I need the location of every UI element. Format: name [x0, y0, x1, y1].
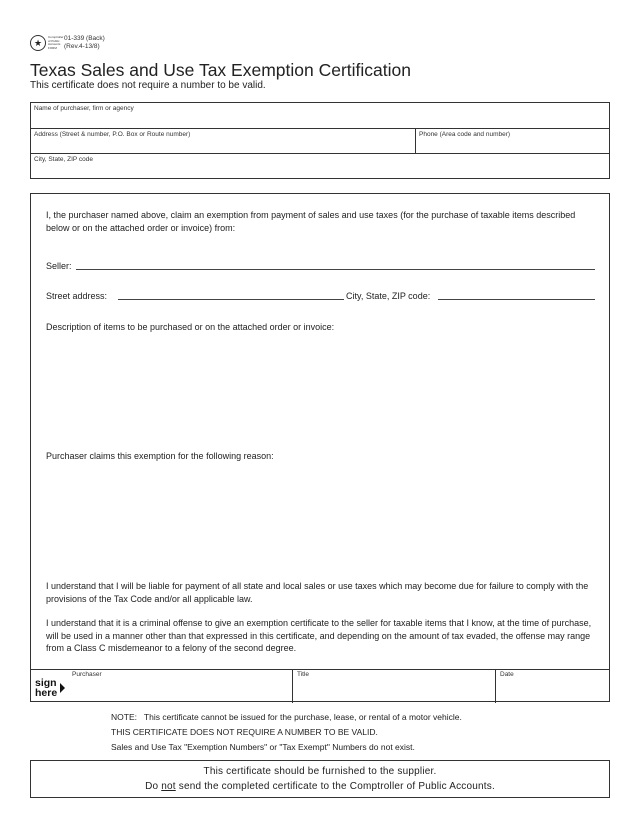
purchaser-name-field[interactable] — [31, 103, 609, 129]
note-no-number: THIS CERTIFICATE DOES NOT REQUIRE A NUMBER TO BE VALID. — [111, 727, 378, 737]
phone-label: Phone (Area code and number) — [419, 131, 511, 138]
seller-label: Seller: — [46, 261, 72, 271]
seal-caption — [48, 36, 62, 50]
seal-line: of Public — [48, 38, 60, 43]
instruction-emphasis: not — [161, 781, 176, 792]
seller-input-line[interactable] — [76, 269, 595, 270]
title-label: Title — [297, 671, 310, 678]
street-address-label: Street address: — [46, 291, 108, 301]
notes-block — [111, 710, 462, 755]
address-field[interactable] — [31, 129, 415, 153]
title-field[interactable] — [293, 670, 495, 702]
instruction-post: send the completed certificate to the Comptroller of Public Accounts. — [175, 781, 495, 792]
form-identifier — [64, 35, 105, 51]
phone-field[interactable] — [415, 129, 610, 153]
date-label: Date — [500, 671, 514, 678]
instruction-pre: Do — [145, 781, 162, 792]
note-motor-vehicle: NOTE: This certificate cannot be issued for the purchase, lease, or rental of a motor vehicle. — [111, 712, 462, 722]
purchaser-name-label: Name of purchaser, firm or agency — [34, 105, 134, 112]
supplier-instruction-line: This certificate should be furnished to the supplier. — [203, 766, 437, 777]
page-subtitle: This certificate does not require a number to be valid. — [30, 80, 266, 91]
liability-statement: I understand that I will be liable for payment of all state and local sales or use taxes which may become due for failure to comply with the provisions of the Tax Code and/or all applicable law. — [46, 581, 589, 604]
seal-line: Accounts — [48, 42, 61, 46]
purchaser-signature-label: Purchaser — [72, 671, 102, 678]
page-title: Texas Sales and Use Tax Exemption Certification — [30, 60, 411, 80]
comptroller-seal-icon: ★ — [30, 35, 46, 51]
form-number: 01-339 (Back) — [64, 35, 105, 42]
seal-line: Comptroller — [48, 35, 64, 39]
description-label: Description of items to be purchased or on the attached order or invoice: — [46, 322, 335, 332]
city-state-zip-field[interactable] — [31, 154, 609, 178]
reason-label: Purchaser claims this exemption for the following reason: — [46, 451, 274, 461]
address-row — [31, 129, 609, 154]
purchaser-signature-field[interactable] — [67, 670, 292, 702]
seal-line: FORM — [48, 45, 57, 50]
note-exemption-numbers: Sales and Use Tax "Exemption Numbers" or "Tax Exempt" Numbers do not exist. — [111, 742, 415, 752]
here-text: here — [35, 686, 58, 699]
certification-box — [30, 193, 610, 702]
claim-statement: I, the purchaser named above, claim an exemption from payment of sales and use taxes (for the purchase of taxable items described below or on the attached order or invoice) from: — [46, 210, 576, 233]
street-address-input-line[interactable] — [118, 299, 344, 300]
seller-city-label: City, State, ZIP code: — [346, 291, 431, 301]
sign-text: sign — [35, 677, 57, 689]
city-state-zip-label: City, State, ZIP code — [34, 156, 94, 163]
description-area[interactable] — [46, 336, 596, 446]
supplier-instructions-box — [30, 760, 610, 798]
reason-area[interactable] — [46, 464, 596, 574]
date-field[interactable] — [496, 670, 609, 702]
offense-statement: I understand that it is a criminal offense to give an exemption certificate to the seller for taxable items that I know, at the time of purchase, will be used in a manner other than that expressed in this certificate, and depending on the amount of tax evaded, the offense may range from a Class C misdemeanor to a felony of the second degree. — [46, 618, 592, 653]
address-label: Address (Street & number, P.O. Box or Route number) — [34, 131, 191, 138]
comptroller-instruction-line — [31, 779, 609, 794]
form-revision: (Rev.4-13/8) — [64, 43, 100, 50]
sign-arrow-icon — [60, 683, 65, 693]
seller-city-input-line[interactable] — [438, 299, 595, 300]
sign-here-marker — [35, 679, 57, 698]
purchaser-info-box — [30, 102, 610, 179]
signature-row — [30, 669, 610, 702]
